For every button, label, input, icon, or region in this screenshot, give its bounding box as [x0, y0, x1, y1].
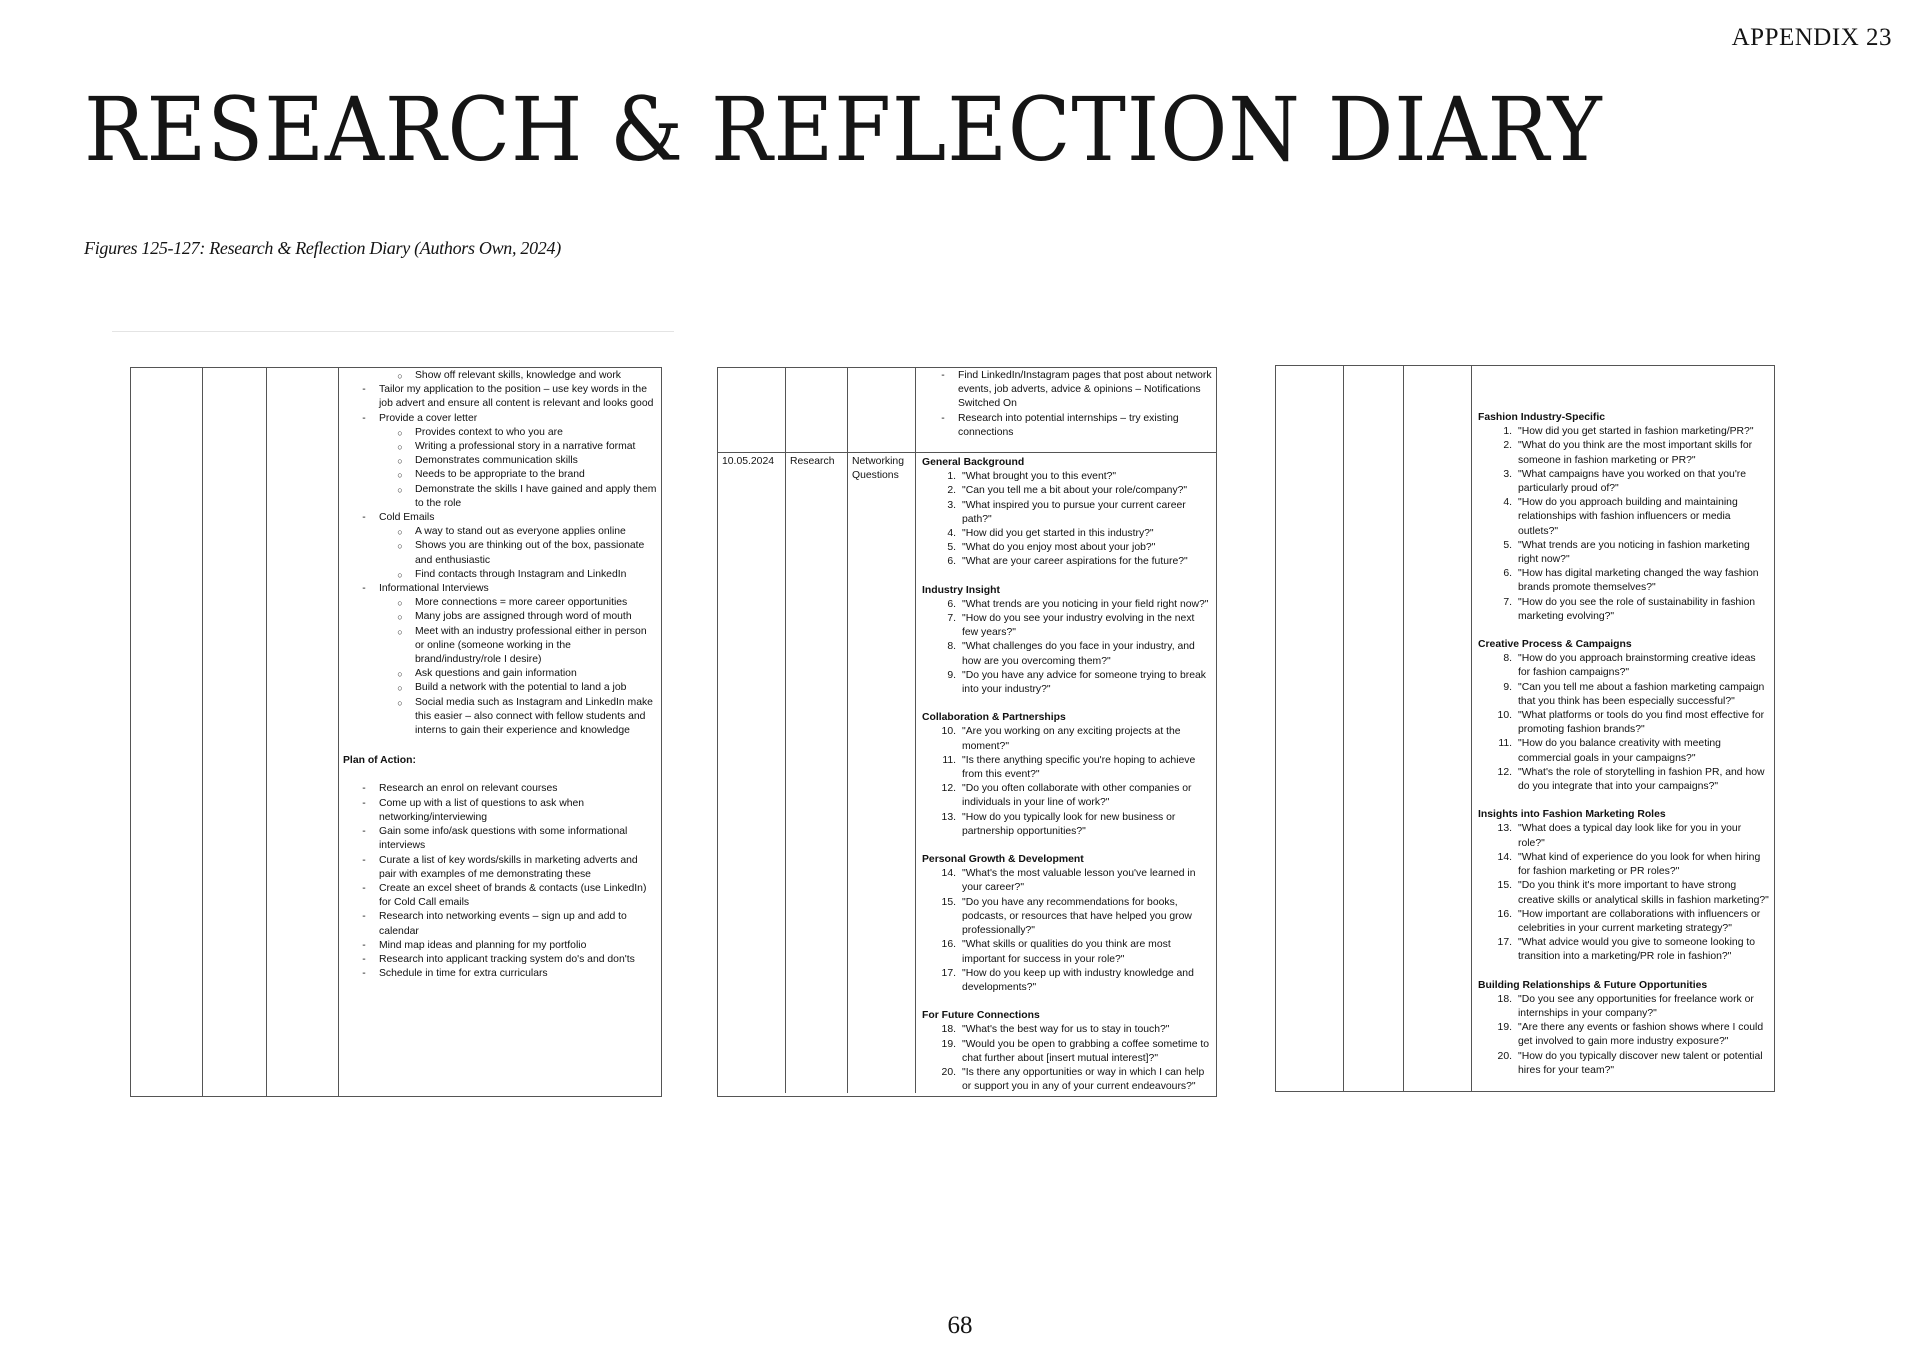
- question-number: 6.: [1503, 568, 1512, 580]
- bullet-text: Research an enrol on relevant courses: [379, 783, 558, 795]
- table-cell-questions: [916, 453, 1216, 1093]
- question-number: 13.: [941, 811, 956, 823]
- question-text: "Are you working on any exciting projects at the moment?": [962, 726, 1181, 752]
- bullet-item: [343, 967, 657, 981]
- table-cell-topic: Networking Questions: [848, 453, 916, 1093]
- question-text: "How did you get started in fashion marketing/PR?": [1518, 426, 1754, 438]
- question-text: "What skills or qualities do you think are most important for success in your role?": [962, 939, 1171, 965]
- bullet-item: [343, 383, 657, 411]
- table-column-notes: [339, 368, 661, 1096]
- question-item: [1478, 936, 1770, 964]
- sub-bullet-item: [343, 681, 657, 695]
- spacer: [343, 738, 657, 752]
- question-item: [922, 811, 1212, 839]
- question-text: "What advice would you give to someone looking to transition into a marketing/PR role in fashion?": [1518, 937, 1756, 963]
- question-number: 16.: [941, 939, 956, 951]
- sub-bullet-item: [343, 625, 657, 668]
- question-text: "What platforms or tools do you find most effective for promoting fashion brands?": [1518, 710, 1765, 736]
- table-row: [718, 368, 1216, 453]
- dash-marker: -: [362, 968, 366, 980]
- dash-marker: -: [362, 412, 366, 424]
- bullet-text: Research into applicant tracking system do's and don'ts: [379, 953, 635, 965]
- question-item: [922, 598, 1212, 612]
- bullet-text: Create an excel sheet of brands & contacts (use LinkedIn) for Cold Call emails: [379, 882, 647, 909]
- bullet-item: [922, 369, 1212, 412]
- circle-bullet-icon: ○: [397, 683, 403, 694]
- question-text: "What inspired you to pursue your current career path?": [962, 499, 1186, 525]
- circle-bullet-icon: ○: [397, 442, 403, 453]
- bullet-text: Many jobs are assigned through word of mouth: [415, 611, 632, 623]
- question-item: [922, 541, 1212, 555]
- sub-bullet-item: [343, 468, 657, 482]
- question-item: [1478, 737, 1770, 765]
- dash-marker: -: [362, 797, 366, 809]
- bullet-item: [343, 882, 657, 910]
- question-item: [922, 612, 1212, 640]
- circle-bullet-icon: ○: [397, 427, 403, 438]
- question-number: 12.: [1497, 766, 1512, 778]
- question-item: [922, 555, 1212, 569]
- table-column-date: [131, 368, 203, 1096]
- question-text: "What's the best way for us to stay in touch?": [962, 1024, 1170, 1036]
- section-heading: General Background: [922, 457, 1025, 468]
- question-text: "Is there any opportunities or way in which I can help or support you in any of your current endeavours?": [962, 1066, 1205, 1093]
- question-number: 7.: [1503, 596, 1512, 608]
- question-item: [1478, 851, 1770, 879]
- sub-bullet-item: [343, 696, 657, 739]
- table-cell-notes: [916, 368, 1216, 452]
- question-text: "Can you tell me about a fashion marketing campaign that you think has been especially successful?": [1518, 681, 1765, 707]
- question-text: "What brought you to this event?": [962, 471, 1117, 483]
- question-item: [922, 1038, 1212, 1066]
- question-number: 18.: [941, 1024, 956, 1036]
- circle-bullet-icon: ○: [397, 456, 403, 467]
- sub-bullet-item: [343, 440, 657, 454]
- circle-bullet-icon: ○: [397, 527, 403, 538]
- question-text: "How do you typically look for new business or partnership opportunities?": [962, 811, 1176, 837]
- question-number: 19.: [1497, 1022, 1512, 1034]
- question-number: 15.: [941, 896, 956, 908]
- question-text: "Do you have any recommendations for books, podcasts, or resources that have helped you grow professionally?": [962, 896, 1192, 937]
- section-heading: Creative Process & Campaigns: [1478, 639, 1632, 651]
- table-column-date: [1276, 366, 1344, 1091]
- question-item: [922, 499, 1212, 527]
- circle-bullet-icon: ○: [397, 598, 403, 609]
- circle-bullet-icon: ○: [397, 669, 403, 680]
- question-number: 18.: [1497, 993, 1512, 1005]
- bullet-text: Find contacts through Instagram and LinkedIn: [415, 568, 627, 580]
- page-number: 68: [947, 1312, 973, 1339]
- question-text: "What do you think are the most important skills for someone in fashion marketing or PR?": [1518, 440, 1753, 466]
- question-item: [1478, 879, 1770, 907]
- question-item: [922, 669, 1212, 697]
- question-text: "What do you enjoy most about your job?": [962, 542, 1156, 554]
- circle-bullet-icon: ○: [397, 626, 403, 637]
- question-number: 20.: [1497, 1050, 1512, 1062]
- bullet-text: Tailor my application to the position – use key words in the job advert and ensure all content is relevant and looks good: [379, 384, 654, 410]
- question-text: "How do you approach building and maintaining relationships with fashion influencers or media outlets?": [1518, 497, 1738, 537]
- section-heading: Personal Growth & Development: [922, 854, 1084, 866]
- table-column-type: [203, 368, 267, 1096]
- question-number: 19.: [941, 1038, 956, 1050]
- question-text: "Do you often collaborate with other companies or individuals in your line of work?": [962, 783, 1192, 809]
- bullet-item: [343, 782, 657, 796]
- question-text: "Do you think it's more important to have strong creative skills or analytical skills in fashion marketing?": [1518, 880, 1769, 906]
- table-column-topic: [267, 368, 339, 1096]
- dash-marker: -: [362, 512, 366, 524]
- question-number: 10.: [1497, 710, 1512, 722]
- bullet-text: Demonstrate the skills I have gained and apply them to the role: [415, 483, 657, 509]
- table-cell-type: Research: [786, 453, 848, 1093]
- dash-marker: -: [362, 953, 366, 965]
- section-heading: Industry Insight: [922, 584, 1000, 596]
- notes-heading: Plan of Action:: [343, 755, 416, 767]
- divider: [112, 331, 674, 332]
- question-item: [922, 754, 1212, 782]
- page-title: RESEARCH & REFLECTION DIARY: [84, 78, 1603, 181]
- question-text: "Can you tell me a bit about your role/company?": [962, 485, 1188, 497]
- question-item: [922, 938, 1212, 966]
- question-number: 14.: [1497, 851, 1512, 863]
- question-item: [1478, 766, 1770, 794]
- question-item: [1478, 596, 1770, 624]
- sub-bullet-item: [343, 610, 657, 624]
- diary-figure-1: [130, 367, 662, 1097]
- question-text: "What trends are you noticing in your field right now?": [962, 598, 1209, 610]
- circle-bullet-icon: ○: [397, 470, 403, 481]
- dash-marker: -: [362, 939, 366, 951]
- dash-marker: -: [362, 882, 366, 894]
- bullet-text: Meet with an industry professional either in person or online (someone working in the brand/industry/role I desire): [415, 625, 647, 666]
- circle-bullet-icon: ○: [397, 541, 403, 552]
- question-number: 13.: [1497, 823, 1512, 835]
- question-item: [922, 1066, 1212, 1093]
- question-text: "How do you keep up with industry knowledge and developments?": [962, 967, 1194, 993]
- question-item: [1478, 709, 1770, 737]
- question-number: 3.: [947, 499, 956, 511]
- diary-figure-3: [1275, 365, 1775, 1092]
- bullet-text: Find LinkedIn/Instagram pages that post about network events, job adverts, advice & opinions – Notifications Switched On: [958, 370, 1212, 410]
- question-number: 1.: [1503, 426, 1512, 438]
- question-number: 15.: [1497, 880, 1512, 892]
- bullet-text: Curate a list of key words/skills in marketing adverts and pair with examples of me demonstrating these: [379, 854, 638, 880]
- bullet-text: Build a network with the potential to land a job: [415, 682, 627, 694]
- section-heading: Collaboration & Partnerships: [922, 712, 1066, 724]
- dash-marker: -: [941, 412, 945, 424]
- bullet-text: Writing a professional story in a narrative format: [415, 441, 636, 453]
- bullet-item: [343, 412, 657, 426]
- question-number: 12.: [941, 783, 956, 795]
- bullet-text: Research into networking events – sign up and add to calendar: [379, 911, 627, 937]
- question-number: 9.: [947, 669, 956, 681]
- bullet-text: Research into potential internships – try existing connections: [958, 412, 1179, 438]
- question-number: 17.: [941, 967, 956, 979]
- question-number: 4.: [1503, 497, 1512, 509]
- bullet-text: Informational Interviews: [379, 583, 489, 595]
- sub-bullet-item: [343, 667, 657, 681]
- question-number: 8.: [947, 641, 956, 653]
- bullet-text: More connections = more career opportunities: [415, 597, 628, 609]
- question-number: 2.: [1503, 440, 1512, 452]
- question-text: "What campaigns have you worked on that you're particularly proud of?": [1518, 468, 1747, 495]
- question-number: 11.: [942, 754, 956, 766]
- question-text: "Would you be open to grabbing a coffee sometime to chat further about [insert mutual interest]?": [962, 1038, 1210, 1064]
- question-text: "How do you see your industry evolving in the next few years?": [962, 613, 1195, 639]
- question-number: 8.: [1503, 653, 1512, 665]
- question-text: "What challenges do you face in your industry, and how are you overcoming them?": [962, 641, 1195, 667]
- question-item: [922, 725, 1212, 753]
- question-text: "Is there anything specific you're hoping to achieve from this event?": [962, 754, 1196, 781]
- bullet-item: [343, 582, 657, 596]
- bullet-text: Social media such as Instagram and LinkedIn make this easier – also connect with fellow students and interns to gain their experience and knowledge: [415, 696, 653, 737]
- table-column-questions: [1472, 366, 1774, 1091]
- question-number: 5.: [1503, 539, 1512, 551]
- sub-bullet-item: [343, 596, 657, 610]
- question-text: "How important are collaborations with influencers or celebrities in your current marketing strategy?": [1518, 908, 1761, 934]
- question-item: [1478, 681, 1770, 709]
- question-number: 14.: [941, 868, 956, 880]
- sub-bullet-item: [343, 454, 657, 468]
- question-number: 3.: [1503, 468, 1512, 480]
- section-heading: For Future Connections: [922, 1010, 1040, 1022]
- question-number: 10.: [941, 726, 956, 738]
- question-text: "Are there any events or fashion shows where I could get involved to gain more industry exposure?": [1518, 1022, 1764, 1048]
- question-text: "How do you approach brainstorming creative ideas for fashion campaigns?": [1518, 653, 1756, 679]
- question-text: "What's the role of storytelling in fashion PR, and how do you integrate that into your campaigns?": [1518, 766, 1765, 793]
- bullet-text: Ask questions and gain information: [415, 668, 577, 680]
- question-number: 2.: [947, 485, 956, 497]
- bullet-text: Come up with a list of questions to ask when networking/interviewing: [379, 797, 585, 823]
- question-item: [1478, 425, 1770, 439]
- question-number: 4.: [947, 528, 956, 540]
- question-text: "What are your career aspirations for the future?": [962, 556, 1188, 568]
- question-text: "What kind of experience do you look for when hiring for fashion marketing or PR roles?": [1518, 851, 1761, 878]
- sub-bullet-item: [343, 483, 657, 511]
- bullet-text: Shows you are thinking out of the box, passionate and enthusiastic: [415, 540, 645, 566]
- bullet-text: Gain some info/ask questions with some informational interviews: [379, 826, 628, 852]
- question-text: "Do you see any opportunities for freelance work or internships in your company?": [1518, 993, 1754, 1019]
- question-item: [1478, 908, 1770, 936]
- table-column-topic: [1404, 366, 1472, 1091]
- question-item: [922, 782, 1212, 810]
- question-number: 6.: [947, 598, 956, 610]
- sub-bullet-item: [343, 525, 657, 539]
- question-text: "What trends are you noticing in fashion marketing right now?": [1518, 539, 1750, 566]
- bullet-item: [922, 412, 1212, 440]
- question-item: [1478, 539, 1770, 567]
- question-text: "How do you typically discover new talent or potential hires for your team?": [1518, 1050, 1763, 1076]
- bullet-item: [343, 910, 657, 938]
- circle-bullet-icon: ○: [397, 371, 403, 381]
- dash-marker: -: [362, 583, 366, 595]
- bullet-text: Cold Emails: [379, 512, 435, 524]
- sub-bullet-item: [343, 539, 657, 567]
- bullet-text: Schedule in time for extra curriculars: [379, 968, 548, 980]
- question-number: 6.: [947, 556, 956, 568]
- section-heading: Insights into Fashion Marketing Roles: [1478, 809, 1666, 821]
- sub-bullet-item: [343, 568, 657, 582]
- sub-bullet-item: [343, 369, 657, 383]
- question-item: [1478, 567, 1770, 595]
- question-item: [1478, 652, 1770, 680]
- question-item: [1478, 439, 1770, 467]
- question-item: [922, 470, 1212, 484]
- bullet-item: [343, 953, 657, 967]
- question-text: "What's the most valuable lesson you've learned in your career?": [962, 868, 1196, 894]
- question-item: [922, 967, 1212, 995]
- appendix-label: APPENDIX 23: [1731, 24, 1892, 51]
- question-item: [922, 867, 1212, 895]
- question-text: "How do you see the role of sustainability in fashion marketing evolving?": [1518, 596, 1756, 622]
- bullet-text: Provides context to who you are: [415, 426, 563, 438]
- question-number: 5.: [947, 542, 956, 554]
- question-number: 17.: [1497, 937, 1512, 949]
- question-number: 20.: [941, 1066, 956, 1078]
- question-number: 1.: [947, 471, 956, 483]
- circle-bullet-icon: ○: [397, 612, 403, 623]
- table-row: [718, 453, 1216, 1093]
- question-text: "Do you have any advice for someone trying to break into your industry?": [962, 669, 1206, 696]
- bullet-text: Demonstrates communication skills: [415, 455, 578, 467]
- question-item: [922, 484, 1212, 498]
- dash-marker: -: [362, 384, 366, 396]
- bullet-item: [343, 939, 657, 953]
- question-number: 11.: [1498, 738, 1512, 750]
- bullet-text: Needs to be appropriate to the brand: [415, 469, 585, 481]
- question-number: 7.: [947, 613, 956, 625]
- question-item: [1478, 496, 1770, 539]
- bullet-text: Mind map ideas and planning for my portfolio: [379, 939, 587, 951]
- bullet-item: [343, 825, 657, 853]
- bullet-item: [343, 797, 657, 825]
- section-heading: Fashion Industry-Specific: [1478, 412, 1606, 423]
- bullet-text: A way to stand out as everyone applies online: [415, 526, 626, 538]
- question-text: "How did you get started in this industry?": [962, 528, 1154, 540]
- question-item: [922, 640, 1212, 668]
- sub-bullet-item: [343, 426, 657, 440]
- dash-marker: -: [362, 854, 366, 866]
- table-column-type: [1344, 366, 1404, 1091]
- bullet-item: [343, 511, 657, 525]
- question-text: "What does a typical day look like for you in your role?": [1518, 823, 1742, 849]
- dash-marker: -: [362, 826, 366, 838]
- question-number: 9.: [1503, 681, 1512, 693]
- bullet-text: Show off relevant skills, knowledge and work: [415, 370, 621, 381]
- dash-marker: -: [941, 370, 945, 381]
- question-text: "How do you balance creativity with meeting commercial goals in your campaigns?": [1518, 738, 1721, 764]
- question-item: [922, 896, 1212, 939]
- dash-marker: -: [362, 783, 366, 795]
- section-heading: Building Relationships & Future Opportunities: [1478, 979, 1708, 991]
- question-item: [1478, 993, 1770, 1021]
- table-cell-date: 10.05.2024: [718, 453, 786, 1093]
- bullet-text: Provide a cover letter: [379, 412, 478, 424]
- figure-caption: Figures 125-127: Research & Reflection Diary (Authors Own, 2024): [84, 238, 561, 258]
- question-item: [1478, 1050, 1770, 1078]
- circle-bullet-icon: ○: [397, 697, 403, 708]
- question-item: [1478, 822, 1770, 850]
- spacer: [343, 768, 657, 782]
- circle-bullet-icon: ○: [397, 484, 403, 495]
- question-item: [922, 527, 1212, 541]
- question-item: [1478, 468, 1770, 496]
- question-item: [922, 1023, 1212, 1037]
- diary-figure-2: [717, 367, 1217, 1097]
- question-text: "How has digital marketing changed the way fashion brands promote themselves?": [1518, 568, 1759, 594]
- circle-bullet-icon: ○: [397, 569, 403, 580]
- dash-marker: -: [362, 911, 366, 923]
- question-item: [1478, 1021, 1770, 1049]
- question-number: 16.: [1497, 908, 1512, 920]
- bullet-item: [343, 854, 657, 882]
